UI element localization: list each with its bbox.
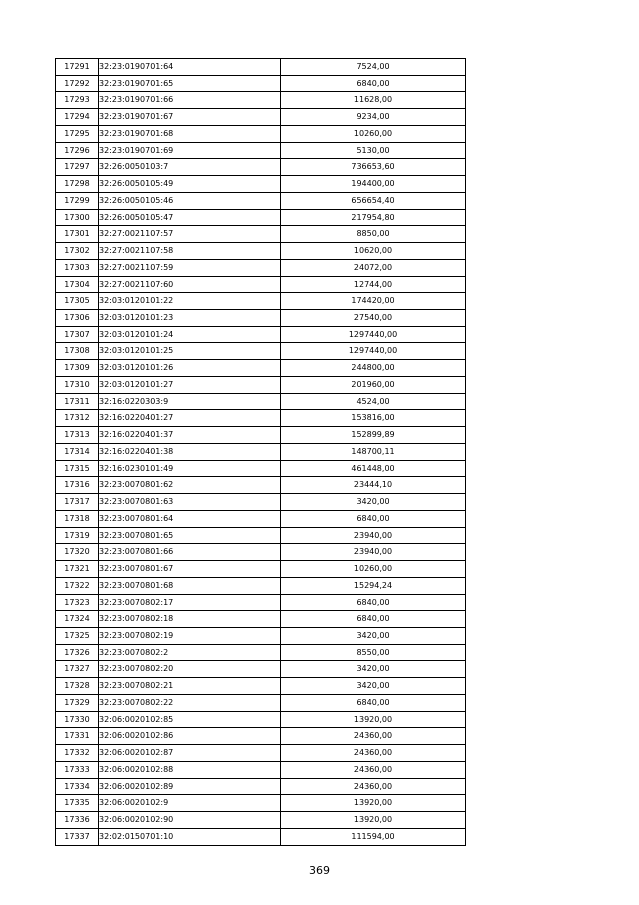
cadastral-number-cell: 32:23:0190701:67 [99,109,281,126]
cadastral-number-cell: 32:03:0120101:27 [99,376,281,393]
table-row [56,226,466,243]
cadastral-number-cell: 32:27:0021107:60 [99,276,281,293]
row-number-cell: 17301 [56,226,99,243]
value-cell: 23940,00 [281,527,466,544]
cadastral-number-cell: 32:23:0070802:22 [99,694,281,711]
value-cell: 736653,60 [281,159,466,176]
row-number-cell: 17327 [56,661,99,678]
cadastral-number-cell: 32:26:0050105:47 [99,209,281,226]
table-row [56,510,466,527]
cadastral-number-cell: 32:23:0190701:69 [99,142,281,159]
row-number-cell: 17334 [56,778,99,795]
value-cell: 3420,00 [281,627,466,644]
table-row [56,59,466,76]
cadastral-number-cell: 32:23:0070801:63 [99,494,281,511]
table-row [56,427,466,444]
value-cell: 8850,00 [281,226,466,243]
row-number-cell: 17294 [56,109,99,126]
row-number-cell: 17303 [56,259,99,276]
row-number-cell: 17333 [56,761,99,778]
table-row [56,694,466,711]
table-row [56,761,466,778]
cadastral-number-cell: 32:03:0120101:26 [99,360,281,377]
row-number-cell: 17314 [56,443,99,460]
value-cell: 152899,89 [281,427,466,444]
cadastral-number-cell: 32:03:0120101:23 [99,310,281,327]
row-number-cell: 17329 [56,694,99,711]
value-cell: 217954,80 [281,209,466,226]
value-cell: 244800,00 [281,360,466,377]
page-number: 369 [309,864,330,877]
table-row [56,527,466,544]
row-number-cell: 17302 [56,243,99,260]
value-cell: 11628,00 [281,92,466,109]
table-row [56,243,466,260]
row-number-cell: 17298 [56,176,99,193]
cadastral-number-cell: 32:16:0220401:38 [99,443,281,460]
table-row [56,376,466,393]
row-number-cell: 17326 [56,644,99,661]
value-cell: 3420,00 [281,494,466,511]
value-cell: 194400,00 [281,176,466,193]
value-cell: 461448,00 [281,460,466,477]
cadastral-number-cell: 32:03:0120101:22 [99,293,281,310]
cadastral-number-cell: 32:06:0020102:90 [99,812,281,829]
table-row [56,460,466,477]
row-number-cell: 17331 [56,728,99,745]
table-row [56,293,466,310]
cadastral-number-cell: 32:02:0150701:10 [99,828,281,845]
cadastral-number-cell: 32:23:0070801:68 [99,577,281,594]
cadastral-number-cell: 32:16:0220401:37 [99,427,281,444]
cadastral-number-cell: 32:23:0190701:68 [99,125,281,142]
value-cell: 10260,00 [281,561,466,578]
row-number-cell: 17336 [56,812,99,829]
table-row [56,326,466,343]
row-number-cell: 17335 [56,795,99,812]
value-cell: 5130,00 [281,142,466,159]
value-cell: 3420,00 [281,678,466,695]
row-number-cell: 17311 [56,393,99,410]
cadastral-number-cell: 32:06:0020102:89 [99,778,281,795]
table-body [56,59,466,846]
row-number-cell: 17325 [56,627,99,644]
row-number-cell: 17321 [56,561,99,578]
cadastral-number-cell: 32:23:0070802:21 [99,678,281,695]
value-cell: 12744,00 [281,276,466,293]
table-row [56,812,466,829]
cadastral-number-cell: 32:06:0020102:85 [99,711,281,728]
value-cell: 8550,00 [281,644,466,661]
table-row [56,477,466,494]
row-number-cell: 17295 [56,125,99,142]
table-row [56,711,466,728]
value-cell: 13920,00 [281,795,466,812]
row-number-cell: 17319 [56,527,99,544]
row-number-cell: 17322 [56,577,99,594]
cadastral-number-cell: 32:26:0050105:49 [99,176,281,193]
table-row [56,125,466,142]
table-row [56,343,466,360]
row-number-cell: 17317 [56,494,99,511]
row-number-cell: 17316 [56,477,99,494]
value-cell: 111594,00 [281,828,466,845]
cadastral-number-cell: 32:27:0021107:59 [99,259,281,276]
value-cell: 23940,00 [281,544,466,561]
table-row [56,310,466,327]
cadastral-number-cell: 32:23:0070802:17 [99,594,281,611]
value-cell: 24360,00 [281,745,466,762]
row-number-cell: 17292 [56,75,99,92]
row-number-cell: 17330 [56,711,99,728]
row-number-cell: 17308 [56,343,99,360]
row-number-cell: 17328 [56,678,99,695]
table-row [56,561,466,578]
value-cell: 6840,00 [281,594,466,611]
row-number-cell: 17312 [56,410,99,427]
row-number-cell: 17324 [56,611,99,628]
cadastral-number-cell: 32:06:0020102:88 [99,761,281,778]
table-row [56,92,466,109]
table-row [56,644,466,661]
cadastral-number-cell: 32:23:0070801:62 [99,477,281,494]
table-row [56,176,466,193]
value-cell: 24360,00 [281,778,466,795]
table-row [56,795,466,812]
cadastral-number-cell: 32:23:0070801:66 [99,544,281,561]
cadastral-number-cell: 32:23:0190701:66 [99,92,281,109]
cadastral-number-cell: 32:23:0070801:67 [99,561,281,578]
value-cell: 24360,00 [281,728,466,745]
table-row [56,594,466,611]
table-row [56,360,466,377]
row-number-cell: 17309 [56,360,99,377]
table-row [56,577,466,594]
table-row [56,828,466,845]
row-number-cell: 17320 [56,544,99,561]
row-number-cell: 17304 [56,276,99,293]
table-row [56,393,466,410]
cadastral-number-cell: 32:27:0021107:57 [99,226,281,243]
value-cell: 10620,00 [281,243,466,260]
table-row [56,494,466,511]
row-number-cell: 17323 [56,594,99,611]
table-row [56,209,466,226]
table-row [56,109,466,126]
table-row [56,745,466,762]
value-cell: 7524,00 [281,59,466,76]
table-row [56,778,466,795]
row-number-cell: 17332 [56,745,99,762]
cadastral-number-cell: 32:06:0020102:9 [99,795,281,812]
cadastral-number-cell: 32:06:0020102:86 [99,728,281,745]
value-cell: 148700,11 [281,443,466,460]
value-cell: 6840,00 [281,75,466,92]
value-cell: 6840,00 [281,611,466,628]
value-cell: 27540,00 [281,310,466,327]
row-number-cell: 17337 [56,828,99,845]
cadastral-number-cell: 32:26:0050103:7 [99,159,281,176]
value-cell: 24072,00 [281,259,466,276]
cadastral-number-cell: 32:23:0190701:64 [99,59,281,76]
cadastral-number-cell: 32:16:0220303:9 [99,393,281,410]
table-row [56,544,466,561]
cadastral-number-cell: 32:23:0070801:64 [99,510,281,527]
value-cell: 10260,00 [281,125,466,142]
table-row [56,192,466,209]
value-cell: 174420,00 [281,293,466,310]
table-row [56,259,466,276]
cadastral-number-cell: 32:16:0220401:27 [99,410,281,427]
row-number-cell: 17305 [56,293,99,310]
row-number-cell: 17318 [56,510,99,527]
cadastral-number-cell: 32:16:0230101:49 [99,460,281,477]
value-cell: 15294,24 [281,577,466,594]
cadastral-number-cell: 32:23:0070801:65 [99,527,281,544]
value-cell: 13920,00 [281,711,466,728]
row-number-cell: 17291 [56,59,99,76]
table-row [56,276,466,293]
value-cell: 3420,00 [281,661,466,678]
cadastral-number-cell: 32:23:0190701:65 [99,75,281,92]
row-number-cell: 17293 [56,92,99,109]
row-number-cell: 17313 [56,427,99,444]
table-row [56,611,466,628]
cadastral-number-cell: 32:23:0070802:2 [99,644,281,661]
value-cell: 6840,00 [281,694,466,711]
row-number-cell: 17296 [56,142,99,159]
value-cell: 6840,00 [281,510,466,527]
row-number-cell: 17299 [56,192,99,209]
cadastral-number-cell: 32:23:0070802:19 [99,627,281,644]
value-cell: 24360,00 [281,761,466,778]
cadastral-number-cell: 32:03:0120101:25 [99,343,281,360]
row-number-cell: 17297 [56,159,99,176]
table-row [56,678,466,695]
row-number-cell: 17315 [56,460,99,477]
table-row [56,627,466,644]
cadastral-number-cell: 32:06:0020102:87 [99,745,281,762]
cadastral-number-cell: 32:26:0050105:46 [99,192,281,209]
value-cell: 9234,00 [281,109,466,126]
table-row [56,410,466,427]
cadastral-number-cell: 32:23:0070802:18 [99,611,281,628]
value-cell: 13920,00 [281,812,466,829]
table-row [56,142,466,159]
value-cell: 4524,00 [281,393,466,410]
row-number-cell: 17310 [56,376,99,393]
table-row [56,661,466,678]
row-number-cell: 17307 [56,326,99,343]
table-row [56,75,466,92]
cadastral-number-cell: 32:27:0021107:58 [99,243,281,260]
value-cell: 201960,00 [281,376,466,393]
row-number-cell: 17306 [56,310,99,327]
value-cell: 153816,00 [281,410,466,427]
table-row [56,728,466,745]
table-row [56,443,466,460]
value-cell: 656654,40 [281,192,466,209]
cadastral-value-table [55,58,466,846]
cadastral-number-cell: 32:23:0070802:20 [99,661,281,678]
cadastral-number-cell: 32:03:0120101:24 [99,326,281,343]
value-cell: 1297440,00 [281,326,466,343]
table-row [56,159,466,176]
value-cell: 1297440,00 [281,343,466,360]
value-cell: 23444,10 [281,477,466,494]
row-number-cell: 17300 [56,209,99,226]
